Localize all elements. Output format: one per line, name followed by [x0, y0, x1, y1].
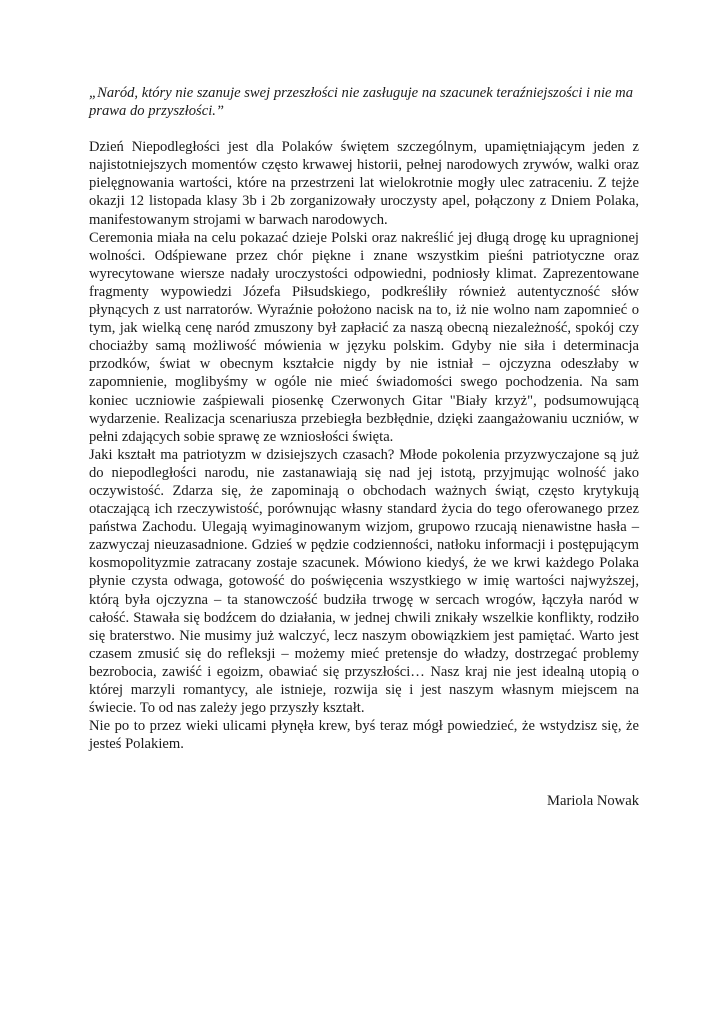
article-body	[89, 84, 639, 753]
paragraph-closing: Nie po to przez wieki ulicami płynęła krew, byś teraz mógł powiedzieć, że wstydzisz się, że jesteś Polakiem.	[89, 718, 639, 753]
paragraph-independence-day: Dzień Niepodległości jest dla Polaków świętem szczególnym, upamiętniającym jeden z najistotniejszych momentów często krwawej historii, pełnej narodowych zrywów, walki oraz pielęgnowania wartości, które na przestrzeni lat wielokrotnie mogły ulec zatraceniu. Z tejże okazji 12 listopada klasy 3b i 2b zorganizowały uroczysty apel, połączony z Dniem Polaka, manifestowanym strojami w barwach narodowych.	[89, 139, 639, 228]
epigraph-quote: „Naród, który nie szanuje swej przeszłości nie zasługuje na szacunek teraźniejszości i nie ma prawa do przyszłości.”	[89, 85, 633, 120]
paragraph-ceremony: Ceremonia miała na celu pokazać dzieje Polski oraz nakreślić jej długą drogę ku upragnionej wolności. Odśpiewane przez chór piękne i znane wszystkim pieśni patriotyczne oraz wyrecytowane wiersze nadały uroczystości odpowiedni, podniosły klimat. Zaprezentowane fragmenty wypowiedzi Józefa Piłsudskiego, podkreśliły również autentyczność słów płynących z ust narratorów. Wyraźnie położono nacisk na to, iż nie wolno nam zapomnieć o tym, jak wielką cenę naród zmuszony był zapłacić za naszą obecną niezależność, spokój czy chociażby samą możliwość mówienia w języku polskim. Gdyby nie siła i determinacja przodków, świat w obecnym kształcie nigdy by nie istniał – ojczyzna odeszłaby w zapomnienie, moglibyśmy w ogóle nie mieć świadomości swego pochodzenia. Na sam koniec uczniowie zaśpiewali piosenkę Czerwonych Gitar "Biały krzyż", podsumowującą wydarzenie. Realizacja scenariusza przebiegła bezbłędnie, dzięki zaangażowaniu uczniów, w pełni zdających sobie sprawę ze wzniosłości święta.	[89, 229, 639, 445]
paragraph-patriotism-today: Jaki kształt ma patriotyzm w dzisiejszych czasach? Młode pokolenia przyzwyczajone są już do niepodległości narodu, nie zastanawiają się nad jej istotą, przyjmując wolność jako oczywistość. Zdarza się, że zapominają o obchodach ważnych świąt, często krytykują otaczającą ich rzeczywistość, porównując własny standard życia do tego oferowanego przez państwa Zachodu. Ulegają wyimaginowanym wizjom, grupowo rzucają nienawistne hasła – zazwyczaj nieuzasadnione. Gdzieś w pędzie codzienności, natłoku informacji i postępującym kosmopolityzmie zatracany zostaje szacunek. Mówiono kiedyś, że we krwi każdego Polaka płynie czysta odwaga, gotowość do poświęcenia wszystkiego w imię wartości najwyższej, którą była ojczyzna – ta stanowczość budziła trwogę w sercach wrogów, łączyła naród w całość. Stawała się bodźcem do działania, w jednej chwili znikały wszelkie konflikty, rodziło się braterstwo. Nie musimy już walczyć, lecz naszym obowiązkiem jest pamiętać. Warto jest czasem zmusić się do refleksji – możemy mieć pretensje do władzy, dostrzegać problemy bezrobocia, zawiść i egoizm, obawiać się przyszłości… Nasz kraj nie jest idealną utopią o której marzyli romantycy, ale istnieje, rozwija się i jest naszym własnym miejscem na świecie. To od nas zależy jego przyszły kształt.	[89, 446, 639, 717]
author-signature: Mariola Nowak	[547, 793, 639, 809]
